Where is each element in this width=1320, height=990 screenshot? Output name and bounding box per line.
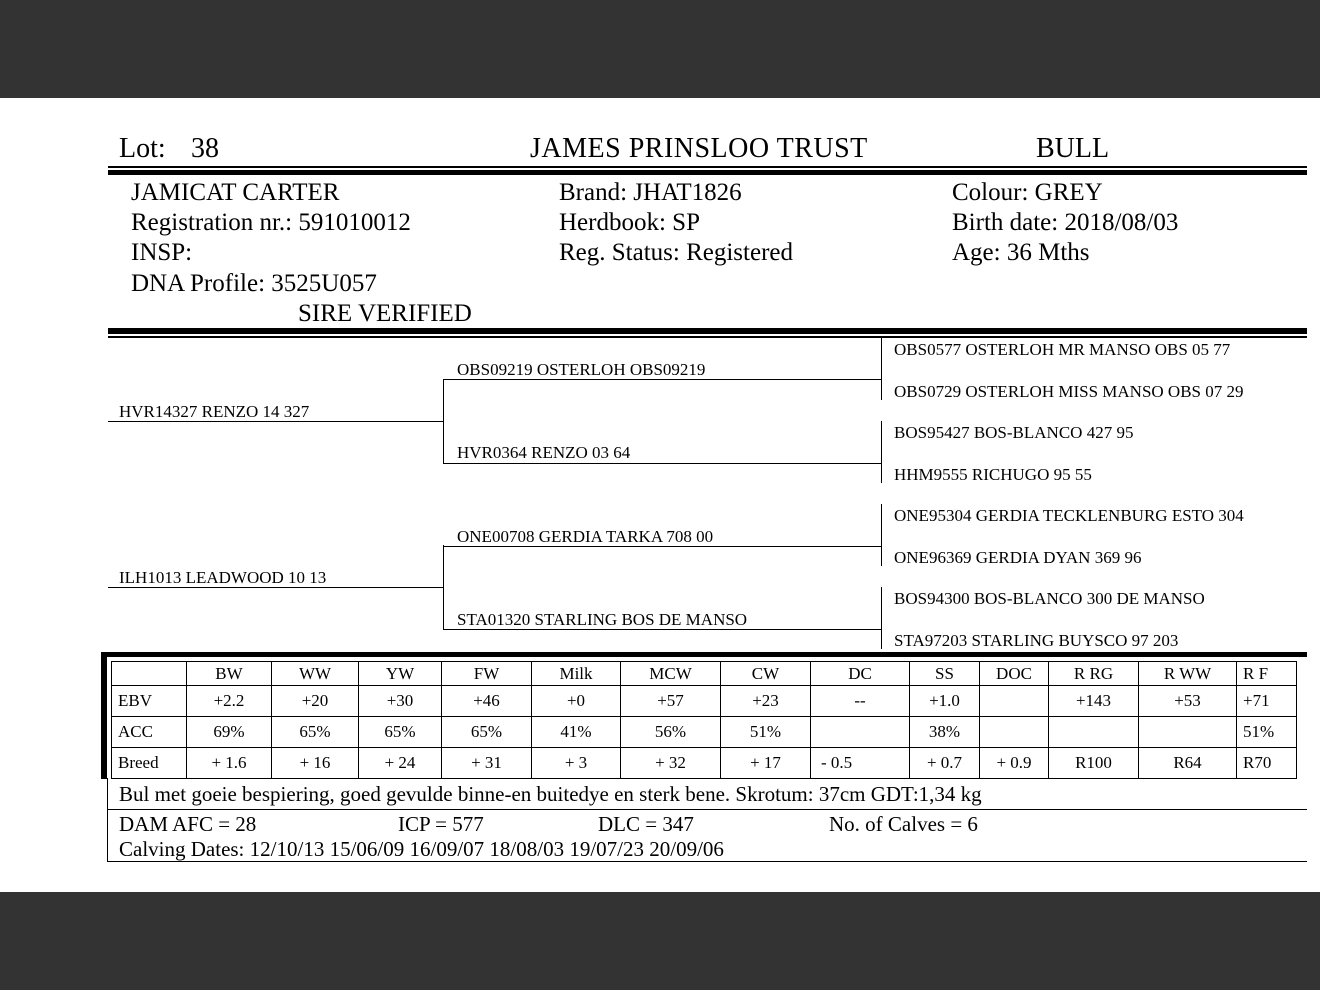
details-thick-rule <box>108 328 1307 334</box>
ebv-column-header: FW <box>442 662 532 686</box>
ebv-column-header: Milk <box>532 662 621 686</box>
breed-cell: + 31 <box>442 748 532 779</box>
birth-date: Birth date: 2018/08/03 <box>952 209 1179 236</box>
reg-status: Reg. Status: Registered <box>559 239 793 266</box>
age: Age: 36 Mths <box>952 239 1090 266</box>
ebv-cell <box>980 686 1049 717</box>
dam-afc: DAM AFC = 28 <box>119 812 257 836</box>
pedigree-dam-sire: ONE00708 GERDIA TARKA 708 00 <box>457 527 714 546</box>
breed-row <box>112 748 1297 779</box>
ebv-cell: +23 <box>721 686 811 717</box>
pedigree-bracket <box>881 338 882 400</box>
insp-field: INSP: <box>131 239 193 266</box>
acc-cell <box>811 717 910 748</box>
pedigree-ggp: HHM9555 RICHUGO 95 55 <box>894 465 1092 484</box>
ebv-cell: -- <box>811 686 910 717</box>
comment-bottom-rule <box>107 809 1307 810</box>
breed-cell: - 0.5 <box>811 748 910 779</box>
pedigree-line <box>443 629 881 630</box>
acc-cell: 65% <box>272 717 359 748</box>
lot-label: Lot: <box>119 133 166 164</box>
registration-number: Registration nr.: 591010012 <box>131 209 411 236</box>
sale-catalogue-page <box>0 98 1320 892</box>
acc-cell <box>980 717 1049 748</box>
brand: Brand: JHAT1826 <box>559 179 742 206</box>
ebv-table <box>111 661 1297 779</box>
bottom-dark-band <box>0 892 1320 990</box>
dam-calves: No. of Calves = 6 <box>829 812 978 836</box>
pedigree-line <box>443 463 881 464</box>
herdbook: Herdbook: SP <box>559 209 700 236</box>
ebv-cell: +46 <box>442 686 532 717</box>
pedigree-dam: ILH1013 LEADWOOD 10 13 <box>119 568 327 587</box>
ebv-column-header: R WW <box>1139 662 1237 686</box>
pedigree-ggp: STA97203 STARLING BUYSCO 97 203 <box>894 631 1179 650</box>
dam-dlc: DLC = 347 <box>598 812 694 836</box>
ebv-column-header: MCW <box>621 662 721 686</box>
breed-cell: + 24 <box>359 748 442 779</box>
ebv-row-label: EBV <box>112 686 187 717</box>
acc-cell: 56% <box>621 717 721 748</box>
header-thin-rule <box>108 166 1307 168</box>
ebv-header-row <box>112 662 1297 686</box>
ebv-column-header: YW <box>359 662 442 686</box>
ebv-cell: +143 <box>1049 686 1139 717</box>
pedigree-line <box>443 379 881 380</box>
acc-cell <box>1139 717 1237 748</box>
breed-row-label: Breed <box>112 748 187 779</box>
ebv-cell: +1.0 <box>910 686 980 717</box>
seller-name: JAMES PRINSLOO TRUST <box>530 133 868 164</box>
ebv-cell: +0 <box>532 686 621 717</box>
pedigree-line <box>443 546 881 547</box>
pedigree-sire: HVR14327 RENZO 14 327 <box>119 402 310 421</box>
details-thin-rule <box>108 336 1307 338</box>
ebv-row <box>112 686 1297 717</box>
footer-left-rule <box>107 778 108 862</box>
sire-verified: SIRE VERIFIED <box>298 300 472 327</box>
breed-cell: + 16 <box>272 748 359 779</box>
ebv-cell: +71 <box>1237 686 1297 717</box>
ebv-column-header: DOC <box>980 662 1049 686</box>
bull-comment: Bul met goeie bespiering, goed gevulde binne-en buitedye en sterk bene. Skrotum: 37cm GDT:1,34 kg <box>119 782 982 806</box>
pedigree-sire-dam: HVR0364 RENZO 03 64 <box>457 443 631 462</box>
calving-dates: Calving Dates: 12/10/13 15/06/09 16/09/07 18/08/03 19/07/23 20/09/06 <box>119 837 724 861</box>
breed-cell: + 17 <box>721 748 811 779</box>
ebv-column-header: DC <box>811 662 910 686</box>
dam-icp: ICP = 577 <box>398 812 484 836</box>
ebv-cell: +53 <box>1139 686 1237 717</box>
acc-cell: 51% <box>1237 717 1297 748</box>
acc-cell <box>1049 717 1139 748</box>
lot-number: 38 <box>191 133 219 164</box>
ebv-cell: +20 <box>272 686 359 717</box>
pedigree-dam-dam: STA01320 STARLING BOS DE MANSO <box>457 610 748 629</box>
pedigree-bracket <box>443 545 444 629</box>
acc-cell: 41% <box>532 717 621 748</box>
acc-cell: 65% <box>359 717 442 748</box>
ebv-column-header: SS <box>910 662 980 686</box>
ebv-top-rule <box>101 652 1307 657</box>
breed-cell: + 32 <box>621 748 721 779</box>
pedigree-ggp: ONE95304 GERDIA TECKLENBURG ESTO 304 <box>894 506 1244 525</box>
breed-cell: + 3 <box>532 748 621 779</box>
ebv-column-header: R F <box>1237 662 1297 686</box>
ebv-column-header: BW <box>187 662 272 686</box>
ebv-column-header: CW <box>721 662 811 686</box>
footer-bottom-rule <box>107 861 1307 862</box>
ebv-cell: +30 <box>359 686 442 717</box>
pedigree-line <box>108 587 444 588</box>
breed-cell: + 1.6 <box>187 748 272 779</box>
dna-profile: DNA Profile: 3525U057 <box>131 270 377 297</box>
pedigree-bracket <box>881 504 882 566</box>
ebv-column-header: WW <box>272 662 359 686</box>
breed-cell: R64 <box>1139 748 1237 779</box>
acc-cell: 65% <box>442 717 532 748</box>
animal-name: JAMICAT CARTER <box>131 179 340 206</box>
breed-cell: + 0.7 <box>910 748 980 779</box>
pedigree-bracket <box>881 587 882 649</box>
pedigree-ggp: ONE96369 GERDIA DYAN 369 96 <box>894 548 1142 567</box>
pedigree-line <box>108 421 444 422</box>
acc-cell: 69% <box>187 717 272 748</box>
pedigree-sire-sire: OBS09219 OSTERLOH OBS09219 <box>457 360 706 379</box>
breed-cell: R70 <box>1237 748 1297 779</box>
ebv-column-header <box>112 662 187 686</box>
acc-row <box>112 717 1297 748</box>
acc-cell: 51% <box>721 717 811 748</box>
ebv-left-bar <box>101 652 107 779</box>
ebv-cell: +57 <box>621 686 721 717</box>
breed-cell: + 0.9 <box>980 748 1049 779</box>
header-thick-rule <box>108 170 1307 175</box>
pedigree-bracket <box>443 379 444 463</box>
pedigree-bracket <box>881 421 882 483</box>
pedigree-ggp: BOS94300 BOS-BLANCO 300 DE MANSO <box>894 589 1205 608</box>
ebv-column-header: R RG <box>1049 662 1139 686</box>
top-dark-band <box>0 0 1320 98</box>
pedigree-ggp: OBS0577 OSTERLOH MR MANSO OBS 05 77 <box>894 340 1231 359</box>
pedigree-ggp: OBS0729 OSTERLOH MISS MANSO OBS 07 29 <box>894 382 1244 401</box>
colour: Colour: GREY <box>952 179 1103 206</box>
ebv-cell: +2.2 <box>187 686 272 717</box>
animal-category: BULL <box>1036 133 1110 164</box>
acc-cell: 38% <box>910 717 980 748</box>
breed-cell: R100 <box>1049 748 1139 779</box>
pedigree-ggp: BOS95427 BOS-BLANCO 427 95 <box>894 423 1134 442</box>
acc-row-label: ACC <box>112 717 187 748</box>
